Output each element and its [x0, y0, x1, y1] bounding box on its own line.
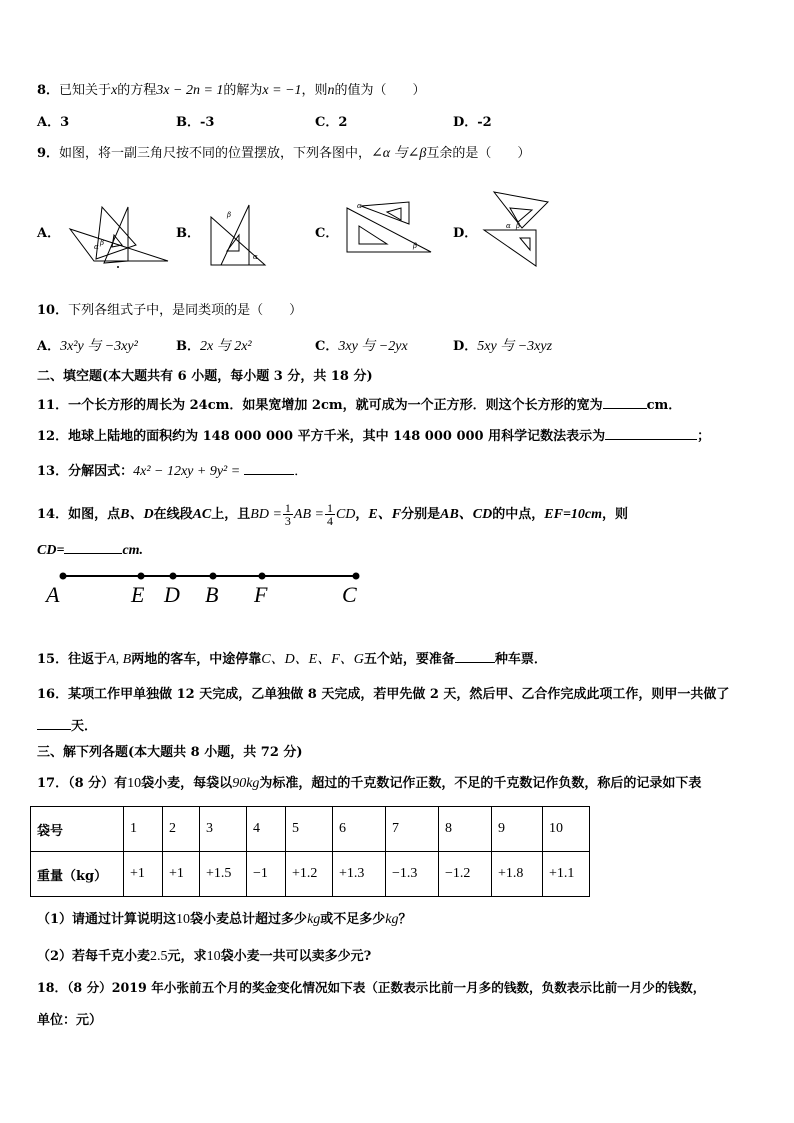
label-a: A — [46, 582, 60, 607]
q16-blank — [37, 717, 71, 730]
q16: 16．某项工作甲单独做 12 天完成，乙单独做 8 天完成，若甲先做 2 天，然后甲、乙合作完成此项工作，则甲一共做了 — [37, 687, 730, 702]
q17-table — [30, 806, 590, 897]
q9-figure-a — [66, 205, 176, 271]
table-cell: 9 — [492, 807, 543, 852]
q14-stem: 14．如图，点B、D在线段AC上，且BD = $\frac{1}{3}$ AB = $\frac{1}{4}$ CD，E、F分别是AB、CD的中点，EF=10cm，则 — [37, 501, 629, 528]
alpha-label: α — [357, 202, 362, 210]
q10-option-b: B．2x 与 2x² — [176, 339, 252, 354]
table-cell: 10 — [543, 807, 590, 852]
table-cell: 1 — [124, 807, 163, 852]
q8-stem: 8．已知关于x的方程3x − 2n = 1的解为x = −1，则n的值为（ ） — [37, 83, 426, 98]
q13: 13．分解因式：4x² − 12xy + 9y² = ． — [37, 464, 308, 479]
section-2-heading: 二、填空题(本大题共有 6 小题，每小题 3 分，共 18 分) — [37, 369, 373, 384]
fraction-one-third: $\frac{1}{3}$ — [284, 501, 291, 528]
table-cell: +1.5 — [200, 852, 247, 897]
q12-blank — [605, 427, 697, 440]
table-cell: 4 — [247, 807, 286, 852]
table-cell: +1.2 — [286, 852, 333, 897]
label-d: D — [164, 582, 180, 607]
table-cell: 2 — [163, 807, 200, 852]
q8-option-b: B．-3 — [176, 115, 215, 130]
table-cell: +1.3 — [333, 852, 386, 897]
table-cell: 6 — [333, 807, 386, 852]
q18-unit: 单位：元） — [37, 1013, 103, 1028]
table-cell: 3 — [200, 807, 247, 852]
fraction-one-quarter: $\frac{1}{4}$ — [326, 501, 333, 528]
alpha-label: α — [94, 243, 99, 251]
q9-figure-d — [480, 188, 552, 268]
q17-sub1: （1）请通过计算说明这10袋小麦总计超过多少kg或不足多少kg？ — [37, 912, 412, 927]
point-a — [60, 573, 67, 580]
table-row — [31, 852, 590, 897]
q14-blank — [64, 541, 122, 554]
q10-option-a: A．3x²y 与 −3xy² — [37, 339, 138, 354]
q15: 15．往返于A, B两地的客车，中途停靠C、D、E、F、G五个站，要准备 种车票． — [37, 652, 547, 667]
q12: 12．地球上陆地的面积约为 148 000 000 平方千米，其中 148 000 000 用科学记数法表示为 ； — [37, 429, 711, 444]
q14-segment-diagram — [55, 568, 365, 582]
table-cell: 8 — [439, 807, 492, 852]
q9-label-a: A． — [37, 226, 61, 241]
point-d — [170, 573, 177, 580]
section-3-heading: 三、解下列各题(本大题共 8 小题，共 72 分) — [37, 745, 303, 760]
table-cell: 7 — [386, 807, 439, 852]
q13-blank — [244, 462, 294, 475]
q11: 11．一个长方形的周长为 24cm．如果宽增加 2cm，就可成为一个正方形．则这个长方形的宽为 cm． — [37, 398, 682, 413]
alpha-label: α — [506, 222, 511, 230]
q14-answer-line: CD= cm. — [37, 543, 144, 558]
q10-stem: 10．下列各组式子中，是同类项的是（ ） — [37, 303, 303, 318]
table-header-weight: 重量（kg） — [31, 852, 124, 897]
table-cell: +1.1 — [543, 852, 590, 897]
q17-stem: 17．（8 分）有10袋小麦，每袋以90kg为标准，超过的千克数记作正数，不足的千克数记作负数，称后的记录如下表 — [37, 776, 702, 791]
label-b: B — [205, 582, 219, 607]
q10-option-c: C．3xy 与 −2yx — [315, 339, 408, 354]
q8-option-a: A．3 — [37, 115, 70, 130]
label-f: F — [254, 582, 268, 607]
point-e — [138, 573, 145, 580]
label-c: C — [342, 582, 357, 607]
table-header-bag: 袋号 — [31, 807, 124, 852]
point-c — [353, 573, 360, 580]
beta-label: β — [516, 222, 521, 230]
table-cell: +1 — [124, 852, 163, 897]
beta-label: β — [227, 211, 232, 219]
table-cell: +1 — [163, 852, 200, 897]
q9-figure-b — [205, 203, 271, 267]
q9-label-d: D． — [453, 226, 478, 241]
q15-blank — [455, 650, 495, 663]
q9-stem: 9．如图，将一副三角尺按不同的位置摆放，下列各图中，∠α 与∠β互余的是（ ） — [37, 146, 531, 161]
q9-figure-c — [343, 198, 435, 256]
table-cell: +1.8 — [492, 852, 543, 897]
q16-answer: 天． — [37, 717, 97, 736]
table-row — [31, 807, 590, 852]
q8-option-d: D．-2 — [453, 115, 492, 130]
point-f — [259, 573, 266, 580]
table-cell: −1 — [247, 852, 286, 897]
alpha-label: α — [253, 253, 258, 261]
q9-label-b: B． — [176, 226, 200, 241]
beta-label: β — [100, 239, 105, 247]
table-cell: −1.2 — [439, 852, 492, 897]
beta-label: β — [413, 242, 418, 250]
q17-sub2: （2）若每千克小麦2.5元，求10袋小麦一共可以卖多少元? — [37, 949, 372, 964]
q18-stem: 18．（8 分）2019 年小张前五个月的奖金变化情况如下表（正数表示比前一月多的钱数，负数表示比前一月少的钱数， — [37, 980, 706, 995]
q11-blank — [603, 396, 647, 409]
q10-option-d: D．5xy 与 −3xyz — [453, 339, 553, 354]
q8-option-c: C．2 — [315, 115, 348, 130]
label-e: E — [131, 582, 145, 607]
point-b — [210, 573, 217, 580]
q9-label-c: C． — [315, 226, 339, 241]
table-cell: −1.3 — [386, 852, 439, 897]
table-cell: 5 — [286, 807, 333, 852]
